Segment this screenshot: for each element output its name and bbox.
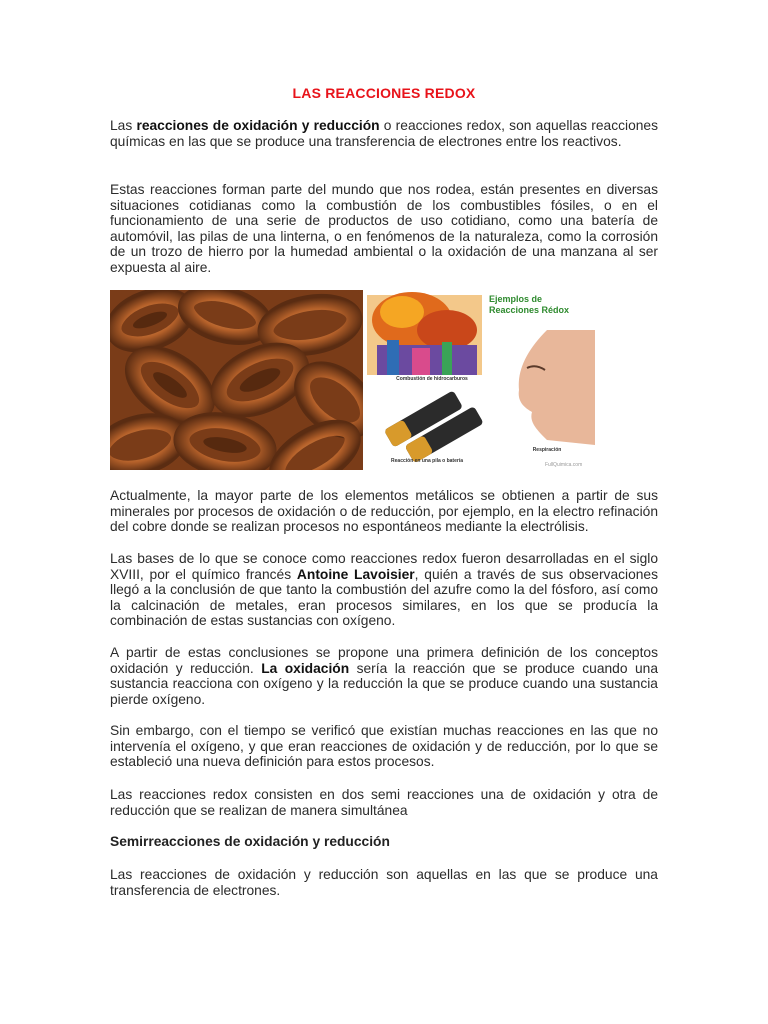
definition-text-rest: sería la reacción que se produce cuando una sustancia reacciona con oxígeno y la reducción la que se produce cuando una sustancia pierde oxígeno. <box>110 660 658 707</box>
section-heading: Semirreacciones de oxidación y reducción <box>110 834 390 849</box>
paragraph-everyday: Estas reacciones forman parte del mundo que nos rodea, están presentes en diversas situaciones cotidianas como la combustión de los combustibles fósiles, o en el funcionamiento de una serie de productos de uso cotidiano, como una batería de automóvil, las pilas de una linterna, o en fenómenos de la naturaleza, como la corrosión de un trozo de hierro por la humedad ambiental o la oxidación de una manzana al ser expuesta al aire. <box>110 182 658 275</box>
definition-text: A partir de estas conclusiones se propone una primera definición de los conceptos oxidación y reducción. <box>110 645 658 676</box>
lavoisier-text-rest: , quién a través de sus observaciones llegó a la conclusión de que tanto la combustión del azufre como la del fósforo, así como la calcinación de metales, eran procesos similares, en los que se producía la combinación de estas sustancias con oxígeno. <box>110 566 659 628</box>
lavoisier-text: Las bases de lo que se conoce como reacciones redox fueron desarrolladas en el siglo XVIII, por el químico francés <box>110 551 658 582</box>
image-row <box>110 290 658 470</box>
rusty-chain-image <box>110 290 363 470</box>
intro-text: Las <box>110 118 137 133</box>
paragraph-half-reactions: Las reacciones redox consisten en dos semi reacciones una de oxidación y otra de reducción que se realizan de manera simultánea <box>110 787 658 818</box>
redox-examples-collage <box>367 290 595 470</box>
document-title: LAS REACCIONES REDOX <box>292 85 476 101</box>
caption-battery: Reacción en una pila o batería <box>391 458 463 464</box>
paragraph-final: Las reacciones de oxidación y reducción son aquellas en las que se produce una transferencia de electrones. <box>110 867 658 898</box>
caption-breathing: Respiración <box>532 447 562 453</box>
paragraph-definition <box>110 645 658 707</box>
paragraph-metals: Actualmente, la mayor parte de los elementos metálicos se obtienen a partir de sus minerales por procesos de oxidación o de reducción, por ejemplo, en la electro refinación del cobre donde se realizan procesos no espontáneos mediante la electrólisis. <box>110 488 658 534</box>
paragraph-intro <box>110 118 658 149</box>
image-credit: FullQuimica.com <box>545 462 583 468</box>
lavoisier-name: Antoine Lavoisier <box>296 566 415 582</box>
intro-text-rest: o reacciones redox, son aquellas reacciones químicas en las que se produce una transferencia de electrones entre los reactivos. <box>110 118 658 149</box>
paragraph-lavoisier <box>110 551 658 629</box>
caption-combustion: Combustión de hidrocarburos <box>396 376 468 382</box>
collage-heading: Ejemplos de Reacciones Rédox <box>489 294 570 315</box>
paragraph-new-definition: Sin embargo, con el tiempo se verificó que existían muchas reacciones en las que no intervenía el oxígeno, y que eran reacciones de oxidación y de reducción, por lo que se estableció una nueva definición para estos procesos. <box>110 723 658 769</box>
intro-bold-term: reacciones de oxidación y reducción <box>136 118 380 133</box>
oxidation-term: La oxidación <box>261 660 350 676</box>
